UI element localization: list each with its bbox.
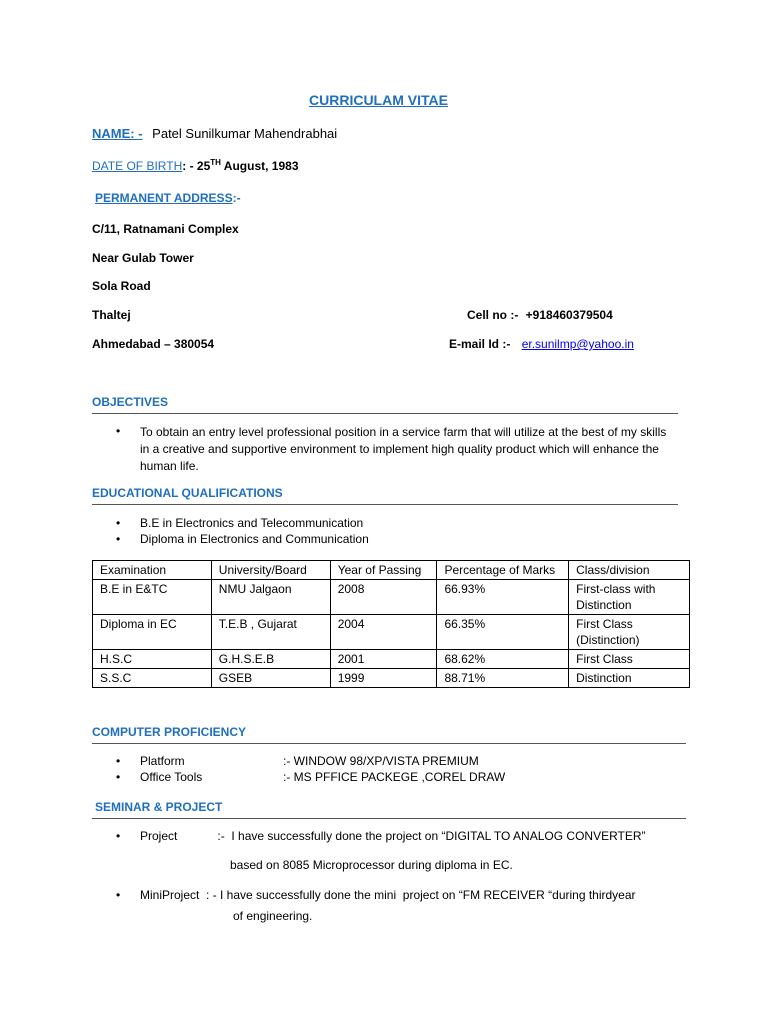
education-item: Diploma in Electronics and Communication [140, 532, 369, 546]
bullet-icon: • [116, 829, 121, 843]
section-divider [92, 413, 678, 414]
cell-row [467, 308, 613, 322]
table-cell: G.H.S.E.B [211, 650, 330, 669]
table-row [93, 580, 690, 615]
table-header-cell: University/Board [211, 561, 330, 580]
table-cell: First Class [569, 650, 690, 669]
bullet-icon: • [116, 754, 121, 768]
education-heading: EDUCATIONAL QUALIFICATIONS [92, 486, 283, 500]
table-cell: H.S.C [93, 650, 212, 669]
email-label: E-mail Id :- [449, 337, 511, 351]
address-line: Sola Road [92, 279, 151, 293]
mini-project-text-cont: of engineering. [233, 909, 313, 923]
table-row [93, 615, 690, 650]
table-cell: 1999 [330, 669, 437, 688]
address-line: Thaltej [92, 308, 131, 322]
email-link[interactable]: er.sunilmp@yahoo.in [521, 337, 634, 351]
computer-item-label: Platform [140, 754, 185, 768]
address-heading [95, 191, 241, 205]
table-header-cell: Examination [93, 561, 212, 580]
name-row [92, 126, 337, 141]
dob-row [92, 158, 299, 173]
table-cell: First Class (Distinction) [569, 615, 690, 650]
computer-item-value: :- WINDOW 98/XP/VISTA PREMIUM [283, 754, 479, 768]
table-cell: 66.35% [437, 615, 569, 650]
table-cell: 2008 [330, 580, 437, 615]
dob-label: DATE OF BIRTH [92, 159, 183, 173]
table-header-cell: Class/division [569, 561, 690, 580]
table-cell: 88.71% [437, 669, 569, 688]
table-cell: GSEB [211, 669, 330, 688]
objectives-text: To obtain an entry level professional position in a service farm that will utilize at the best of my skills in a creative and supportive environment to implement high quality product which will enhance the human life. [140, 425, 667, 473]
table-cell: S.S.C [93, 669, 212, 688]
email-row [449, 337, 634, 351]
table-cell: Diploma in EC [93, 615, 212, 650]
table-cell: 66.93% [437, 580, 569, 615]
bullet-icon: • [116, 532, 121, 546]
section-divider [92, 818, 686, 819]
table-header-cell: Year of Passing [330, 561, 437, 580]
section-divider [92, 504, 678, 505]
address-sep: :- [232, 191, 241, 205]
bullet-icon: • [116, 516, 121, 530]
bullet-icon: • [116, 424, 121, 438]
table-row [93, 650, 690, 669]
objectives-heading: OBJECTIVES [92, 395, 169, 409]
dob-sup: TH [210, 158, 221, 167]
cell-label: Cell no :- [467, 308, 519, 322]
computer-heading: COMPUTER PROFICIENCY [92, 725, 247, 739]
table-cell: B.E in E&TC [93, 580, 212, 615]
page-title: CURRICULAM VITAE [309, 92, 448, 108]
table-header-cell: Percentage of Marks [437, 561, 569, 580]
name-label: NAME: - [92, 126, 143, 141]
computer-item-value: :- MS PFFICE PACKEGE ,COREL DRAW [283, 770, 506, 784]
address-label: PERMANENT ADDRESS [95, 191, 233, 205]
education-item: B.E in Electronics and Telecommunication [140, 516, 364, 530]
table-cell: Distinction [569, 669, 690, 688]
seminar-heading: SEMINAR & PROJECT [95, 800, 223, 814]
dob-suffix: August, 1983 [220, 159, 299, 173]
table-header-row [93, 561, 690, 580]
address-line: Ahmedabad – 380054 [92, 337, 215, 351]
project-text: Project :- I have successfully done the project on “DIGITAL TO ANALOG CONVERTER” [140, 829, 646, 843]
table-cell: NMU Jalgaon [211, 580, 330, 615]
dob-prefix: : - 25 [182, 159, 211, 173]
table-row [93, 669, 690, 688]
table-cell: T.E.B , Gujarat [211, 615, 330, 650]
address-line: C/11, Ratnamani Complex [92, 222, 239, 236]
name-value: Patel Sunilkumar Mahendrabhai [152, 126, 338, 141]
project-text-cont: based on 8085 Microprocessor during diploma in EC. [230, 858, 513, 872]
computer-item-label: Office Tools [140, 770, 203, 784]
education-table [92, 560, 690, 688]
table-cell: 2004 [330, 615, 437, 650]
mini-project-text: MiniProject : - I have successfully done the mini project on “FM RECEIVER “during thirdyear [140, 888, 636, 902]
address-line: Near Gulab Tower [92, 251, 194, 265]
table-cell: 2001 [330, 650, 437, 669]
table-cell: First-class with Distinction [569, 580, 690, 615]
bullet-icon: • [116, 888, 121, 902]
cell-value: +918460379504 [525, 308, 613, 322]
section-divider [92, 743, 686, 744]
table-cell: 68.62% [437, 650, 569, 669]
bullet-icon: • [116, 770, 121, 784]
